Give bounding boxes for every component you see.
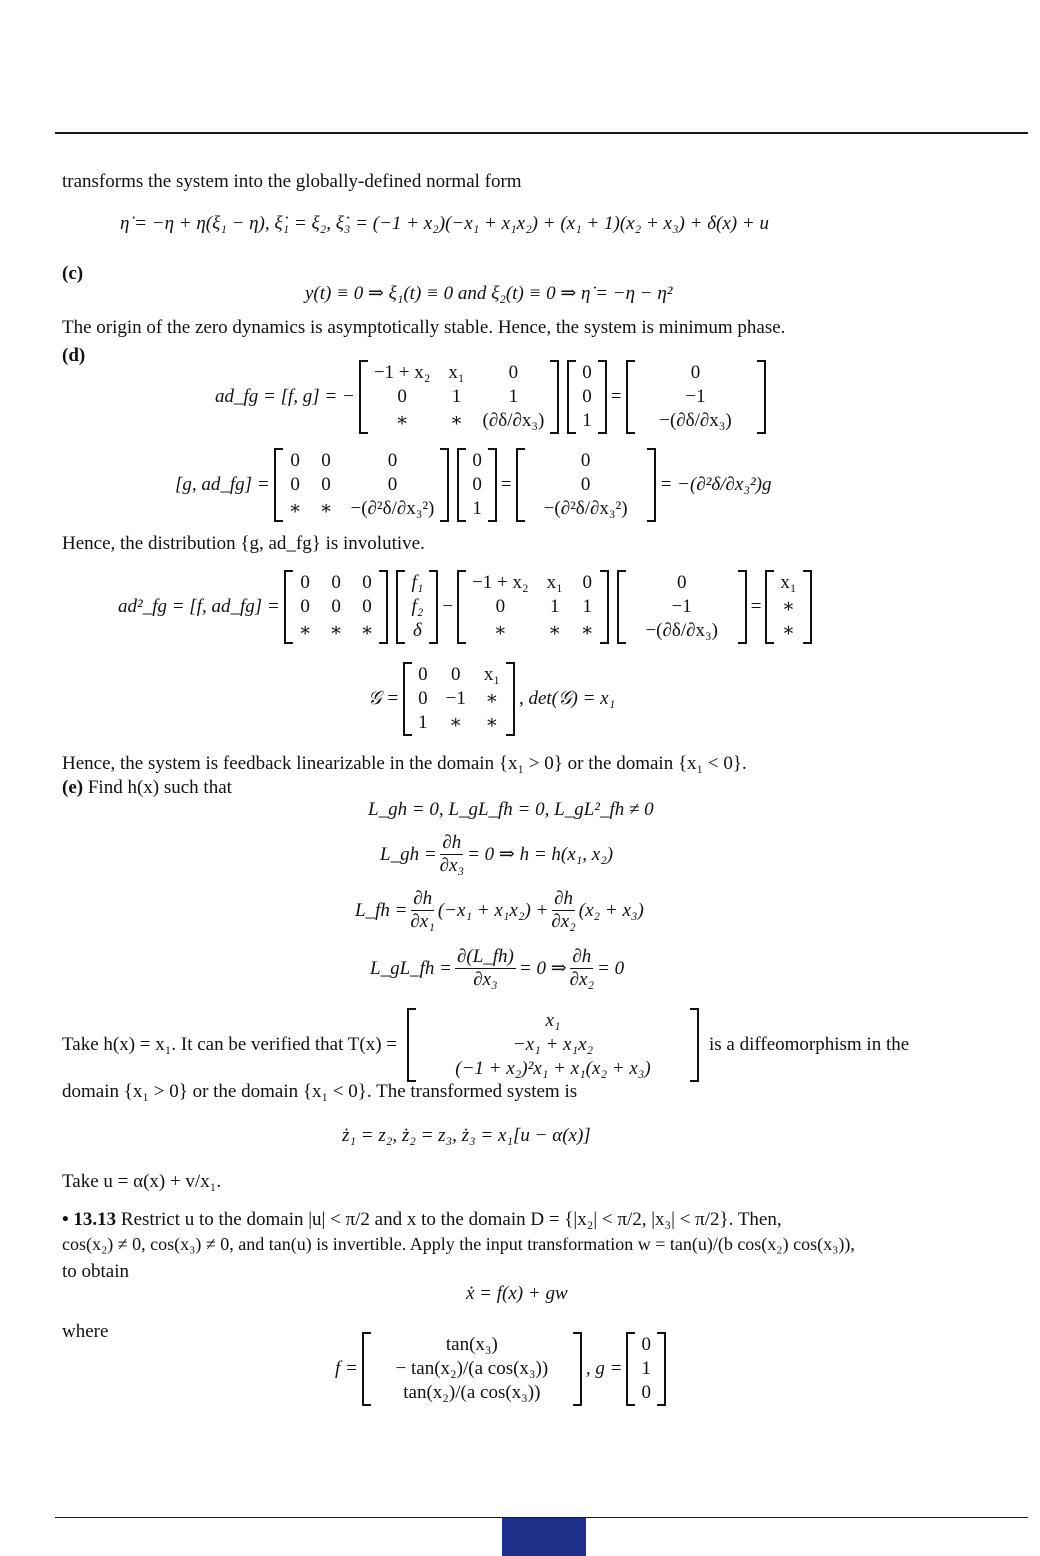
numerator: ∂h: [442, 832, 462, 853]
cell: 0: [508, 362, 519, 383]
f-lhs: f =: [335, 1358, 358, 1379]
numerator: ∂h: [572, 946, 592, 967]
vector-cells: [525, 448, 647, 522]
problem-number: • 13.13: [62, 1209, 117, 1230]
cell: tan(x₂)/(a cos(x₃)): [403, 1382, 541, 1403]
G-det: , det(𝒢) = x₁: [518, 688, 616, 709]
cell: ∗: [298, 620, 312, 641]
cell: 0: [580, 474, 591, 495]
take-h-post: is a diffeomorphism in the: [709, 1034, 910, 1055]
cell: ∗: [329, 620, 343, 641]
text-line: The origin of the zero dynamics is asymptotically stable. Hence, the system is minimum phase.: [62, 317, 786, 338]
cell: x₁: [780, 572, 797, 593]
ad2-equation: [118, 570, 816, 644]
cell: −1 + x₂: [472, 572, 529, 593]
lgh-equation: [380, 832, 613, 877]
cell: ∗: [548, 620, 562, 641]
G-lhs: 𝒢 =: [368, 688, 400, 709]
matrix: [284, 570, 389, 644]
cell: 0: [362, 596, 372, 617]
normal-form-equation: η̇ = −η + η(ξ₁ − η), ξ̇₁ = ξ₂, ξ̇₃ = (−1 + x₂)(−x₁ + x₁x₂) + (x₁ + 1)(x₂ + x₃) + δ(x) + u: [120, 213, 769, 234]
cell: ∗: [449, 410, 463, 431]
cell: ∗: [395, 410, 409, 431]
cell: ∗: [782, 596, 795, 617]
lglfh-equation: [370, 946, 624, 991]
vector-cells: [635, 360, 757, 434]
lgh-lhs: L_gh =: [380, 843, 437, 865]
vector-cells: [371, 1332, 573, 1406]
cell: ∗: [288, 498, 302, 519]
vector-cells: [576, 360, 598, 434]
cell: (−1 + x₂)²x₁ + x₁(x₂ + x₃): [455, 1058, 651, 1079]
cell: 0: [387, 450, 398, 471]
cell: f₂: [411, 596, 424, 617]
cell: 0: [472, 450, 482, 471]
cell: 0: [641, 1382, 651, 1403]
lfh-equation: [355, 888, 644, 933]
cell: 0: [321, 474, 331, 495]
cell: −1 + x₂: [373, 362, 431, 383]
cell: 0: [290, 474, 300, 495]
lglfh-mid: = 0 ⇒: [518, 958, 567, 979]
cell: −1: [685, 386, 706, 407]
matrix-cells: [368, 360, 550, 434]
part-e-text: Find h(x) such that: [87, 777, 232, 798]
header-rule: [55, 132, 1028, 134]
denominator: ∂x₂: [569, 969, 595, 990]
vector-cells: [626, 570, 738, 644]
vector: [396, 570, 438, 644]
vector-cells: [635, 1332, 657, 1406]
cell: x₁: [448, 362, 465, 383]
cell: 0: [582, 572, 592, 593]
cell: −1: [445, 688, 466, 709]
problem-text: Restrict u to the domain |u| < π/2 and x to the domain D = {|x₂| < π/2, |x₃| < π/2}. Then,: [120, 1209, 782, 1230]
cell: δ: [413, 620, 422, 641]
cell: 0: [582, 362, 592, 383]
cell: 1: [451, 386, 462, 407]
lgh-rhs: = 0 ⇒ h = h(x₁, x₂): [467, 844, 614, 865]
cell: 0: [397, 386, 407, 407]
g-adfg-tail: = −(∂²δ/∂x₃²)g: [659, 474, 772, 495]
cell: 0: [676, 572, 687, 593]
part-label-c: (c): [62, 263, 84, 284]
cell: f₁: [411, 572, 424, 593]
lfh-lhs: L_fh =: [355, 899, 408, 921]
matrix: [403, 662, 515, 736]
ad2-lhs: ad²_fg = [f, ad_fg] =: [118, 596, 280, 617]
cell: 0: [300, 596, 310, 617]
lfh-mid: (−x₁ + x₁x₂) +: [437, 899, 549, 921]
cell: −x₁ + x₁x₂: [512, 1034, 594, 1055]
cell: 0: [690, 362, 701, 383]
system-equation: ẋ = f(x) + gw: [466, 1283, 568, 1304]
cell: − tan(x₂)/(a cos(x₃)): [395, 1358, 549, 1379]
vector-cells: [774, 570, 802, 644]
cell: 0: [580, 450, 591, 471]
cell: 0: [300, 572, 310, 593]
vector-cells: [416, 1008, 690, 1082]
vector: [407, 1008, 699, 1082]
cell: 0: [495, 596, 506, 617]
numerator: ∂h: [554, 888, 573, 909]
cell: 0: [418, 664, 428, 685]
fraction: [410, 888, 434, 933]
matrix: [274, 448, 450, 522]
adfg-equation: [215, 360, 770, 434]
denominator: ∂x₃: [473, 969, 498, 990]
cell: 0: [472, 474, 482, 495]
part-label-d: (d): [62, 345, 86, 366]
G-equation: [368, 662, 615, 736]
cell: −(∂²δ/∂x₃²): [350, 498, 435, 519]
text-line: domain {x₁ > 0} or the domain {x₁ < 0}. The transformed system is: [62, 1081, 578, 1102]
lglfh-lhs: L_gL_fh =: [370, 957, 452, 979]
cell: 0: [321, 450, 331, 471]
cell: 0: [362, 572, 372, 593]
text-line: Hence, the distribution {g, ad_fg} is involutive.: [62, 533, 425, 554]
cell: 1: [472, 498, 482, 519]
cell: 0: [582, 386, 592, 407]
matrix-cells: [283, 448, 441, 522]
take-h-pre: Take h(x) = x₁. It can be verified that T(x) =: [62, 1034, 397, 1055]
cell: x₁: [546, 572, 563, 593]
vector-cells: [466, 448, 488, 522]
cell: 0: [290, 450, 300, 471]
text-line: Take u = α(x) + v/x₁.: [62, 1171, 222, 1192]
vector: [765, 570, 811, 644]
cell: 0: [450, 664, 461, 685]
cell: ∗: [782, 620, 795, 641]
text-line: where: [62, 1321, 109, 1342]
part-e-line: [62, 776, 232, 800]
lie-conditions: L_gh = 0, L_gL_fh = 0, L_gL²_fh ≠ 0: [368, 799, 654, 820]
zero-dynamics-equation: y(t) ≡ 0 ⇒ ξ₁(t) ≡ 0 and ξ₂(t) ≡ 0 ⇒ η̇ = −η − η²: [305, 283, 673, 304]
cell: −1: [671, 596, 692, 617]
cell: 1: [549, 596, 560, 617]
cell: 1: [582, 596, 592, 617]
cell: (∂δ/∂x₃): [482, 410, 545, 431]
equals-sign: =: [500, 474, 512, 495]
cell: ∗: [485, 688, 499, 709]
vector: [626, 360, 766, 434]
denominator: ∂x₃: [439, 855, 465, 876]
vector: [516, 448, 656, 522]
numerator: ∂(L_fh): [456, 946, 514, 967]
f-g-definition: [335, 1332, 670, 1406]
cell: ∗: [485, 712, 499, 733]
cell: ∗: [360, 620, 374, 641]
transformed-system: ż₁ = z₂, ż₂ = z₃, ż₃ = x₁[u − α(x)]: [342, 1125, 591, 1146]
cell: x₁: [483, 664, 500, 685]
denominator: ∂x₁: [410, 911, 435, 932]
adfg-lhs: ad_fg = [f, g] = −: [215, 386, 355, 407]
vector-cells: [405, 570, 429, 644]
problem-13-13-line: [62, 1208, 782, 1232]
fraction: [440, 832, 464, 877]
vector: [617, 570, 747, 644]
fraction: [551, 888, 575, 933]
cell: 0: [641, 1334, 651, 1355]
matrix-cells: [412, 662, 506, 736]
text-line: to obtain: [62, 1261, 130, 1282]
cell: 1: [508, 386, 519, 407]
cell: 0: [331, 572, 341, 593]
cell: 1: [582, 410, 592, 431]
cell: 0: [331, 596, 341, 617]
part-label-e: (e): [62, 777, 84, 798]
fraction: [570, 946, 594, 991]
text-line: cos(x₂) ≠ 0, cos(x₃) ≠ 0, and tan(u) is invertible. Apply the input transformation w = tan(u)/(b cos(x₂) cos(x₃)),: [62, 1234, 855, 1254]
matrix-cells: [466, 570, 600, 644]
cell: ∗: [449, 712, 463, 733]
equals-sign: =: [610, 386, 622, 407]
cell: tan(x₃): [445, 1334, 498, 1355]
lglfh-end: = 0: [597, 957, 625, 979]
matrix-cells: [293, 570, 380, 644]
g-adfg-equation: [175, 448, 771, 522]
take-h-line: [62, 1008, 909, 1082]
cell: −(∂δ/∂x₃): [645, 620, 718, 641]
vector: [626, 1332, 666, 1406]
fraction: [455, 946, 516, 991]
cell: 0: [418, 688, 428, 709]
text-line: Hence, the system is feedback linearizable in the domain {x₁ > 0} or the domain {x₁ < 0}.: [62, 753, 747, 774]
minus-sign: −: [442, 596, 454, 617]
text-line: transforms the system into the globally-defined normal form: [62, 171, 522, 192]
equals-sign: =: [750, 596, 762, 617]
footer-block: [502, 1518, 586, 1556]
cell: ∗: [493, 620, 507, 641]
cell: ∗: [580, 620, 594, 641]
denominator: ∂x₂: [551, 911, 576, 932]
g-lhs: , g =: [585, 1358, 623, 1379]
matrix: [359, 360, 559, 434]
vector: [362, 1332, 582, 1406]
vector: [457, 448, 497, 522]
cell: 0: [387, 474, 398, 495]
numerator: ∂h: [413, 888, 433, 909]
g-adfg-lhs: [g, ad_fg] =: [175, 474, 270, 495]
cell: ∗: [319, 498, 333, 519]
cell: 1: [418, 712, 428, 733]
vector: [567, 360, 607, 434]
lfh-end: (x₂ + x₃): [578, 899, 644, 921]
cell: 1: [641, 1358, 651, 1379]
cell: −(∂δ/∂x₃): [659, 410, 732, 431]
cell: −(∂²δ/∂x₃²): [543, 498, 628, 519]
cell: x₁: [545, 1010, 561, 1031]
matrix: [457, 570, 609, 644]
